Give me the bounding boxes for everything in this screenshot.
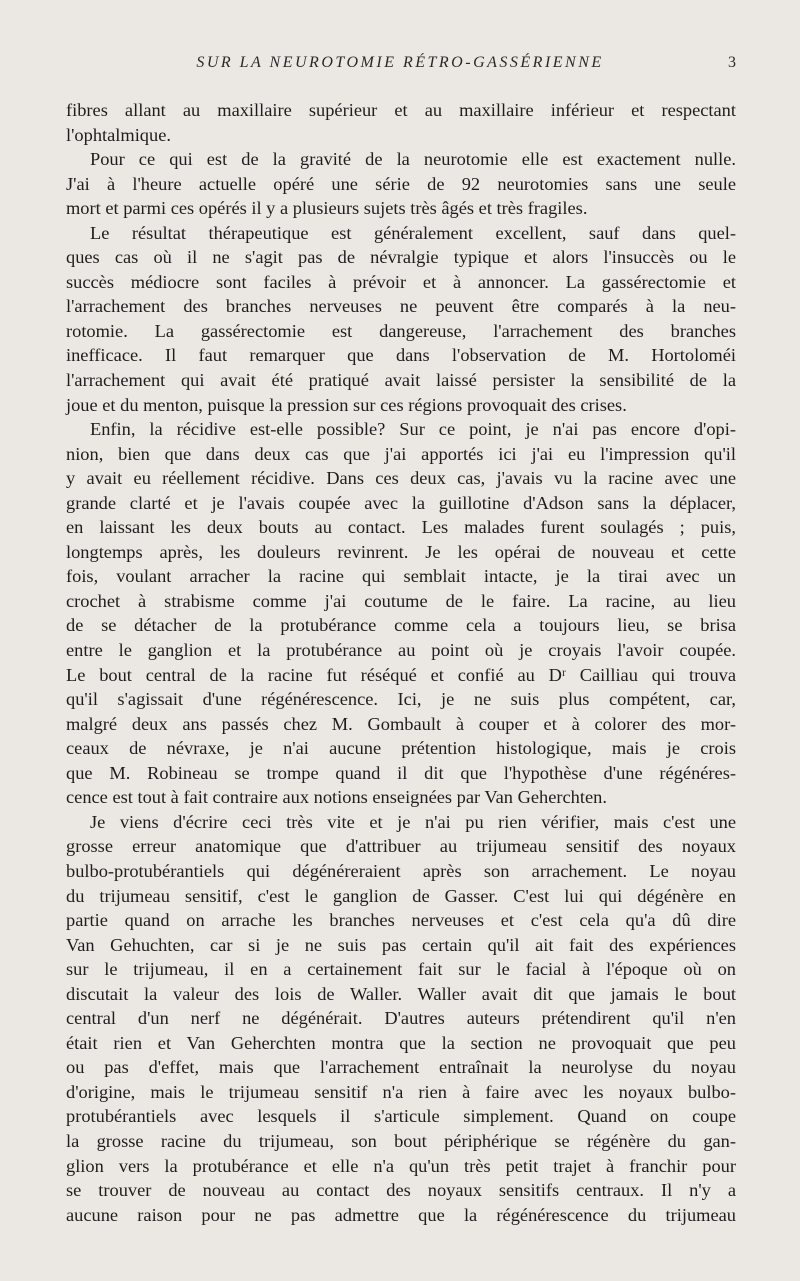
text-line: fois, voulant arracher la racine qui semblait intacte, je la tirai avec un [66,566,736,587]
text-line: glion vers la protubérance et elle n'a qu'un très petit trajet à franchir pour [66,1155,736,1176]
text-line: aucune raison pour ne pas admettre que la régénérescence du trijumeau [66,1204,736,1225]
text-line: rotomie. La gassérectomie est dangereuse, l'arrachement des branches [66,320,736,341]
text-line: en laissant les deux bouts au contact. Les malades furent soulagés ; puis, [66,517,736,538]
text-line: était rien et Van Geherchten montra que la section ne provoquait que peu [66,1032,736,1053]
paragraph [66,417,736,810]
text-line: qu'il s'agissait d'une régénérescence. Ici, je ne suis plus compétent, car, [66,689,736,710]
text-line: Pour ce qui est de la gravité de la neurotomie elle est exactement nulle. [90,149,736,170]
paragraph [66,810,736,1227]
text-line: l'ophtalmique. [66,124,171,145]
text-line: protubérantiels avec lesquels il s'articule simplement. Quand on coupe [66,1106,736,1127]
text-line: l'arrachement des branches nerveuses ne peuvent être comparés à la neu- [66,296,736,317]
text-line: de se détacher de la protubérance comme cela a toujours lieu, se brisa [66,615,736,636]
text-line: y avait eu réellement récidive. Dans ces deux cas, j'avais vu la racine avec une [66,468,736,489]
text-line: que M. Robineau se trompe quand il dit que l'hypothèse d'une régénéres- [66,762,736,783]
paragraph [66,221,736,417]
text-line: Enfin, la récidive est-elle possible? Sur ce point, je n'ai pas encore d'opi- [90,419,736,440]
text-line: du trijumeau sensitif, c'est le ganglion de Gasser. C'est lui qui dégénère en [66,885,736,906]
text-line: grosse erreur anatomique que d'attribuer au trijumeau sensitif des noyaux [66,836,736,857]
text-line: longtemps après, les douleurs revinrent. Je les opérai de nouveau et cette [66,541,736,562]
body-text [66,98,736,1227]
text-line: la grosse racine du trijumeau, son bout périphérique se régénère du gan- [66,1130,736,1151]
text-line: Le bout central de la racine fut réséqué et confié au Dʳ Cailliau qui trouva [66,664,736,685]
page-number: 3 [728,54,736,71]
text-line: cence est tout à fait contraire aux notions enseignées par Van Geherchten. [66,787,607,808]
text-line: sur le trijumeau, il en a certainement fait sur le facial à l'époque où on [66,959,736,980]
running-title: SUR LA NEUROTOMIE RÉTRO-GASSÉRIENNE [196,54,604,71]
text-line: bulbo-protubérantiels qui dégénéreraient après son arrachement. Le noyau [66,860,736,881]
paragraph [66,98,736,147]
text-line: entre le ganglion et la protubérance au point où je croyais l'avoir coupée. [66,640,736,661]
text-line: J'ai à l'heure actuelle opéré une série de 92 neurotomies sans une seule [66,173,736,194]
text-line: central d'un nerf ne dégénérait. D'autres auteurs prétendirent qu'il n'en [66,1008,736,1029]
text-line: discutait la valeur des lois de Waller. Waller avait dit que jamais le bout [66,983,736,1004]
text-line: d'origine, mais le trijumeau sensitif n'a rien à faire avec les noyaux bulbo- [66,1081,736,1102]
text-line: l'arrachement qui avait été pratiqué avait laissé persister la sensibilité de la [66,370,736,391]
text-line: Van Gehuchten, car si je ne suis pas certain qu'il ait fait des expériences [66,934,736,955]
text-line: ceaux de névraxe, je n'ai aucune prétention histologique, mais je crois [66,738,736,759]
text-line: malgré deux ans passés chez M. Gombault à couper et à colorer des mor- [66,713,736,734]
text-line: ques cas où il ne s'agit pas de névralgie typique et alors l'insuccès ou le [66,247,736,268]
text-line: fibres allant au maxillaire supérieur et au maxillaire inférieur et respectant [66,100,736,120]
text-line: joue et du menton, puisque la pression sur ces régions provoquait des crises. [66,394,627,415]
text-line: crochet à strabisme comme j'ai coutume de le faire. La racine, au lieu [66,590,736,611]
running-header [66,54,734,80]
text-line: ou pas d'effet, mais que l'arrachement entraînait la neurolyse du noyau [66,1057,736,1078]
text-line: Je viens d'écrire ceci très vite et je n'ai pu rien vérifier, mais c'est une [90,811,736,832]
paragraph [66,147,736,221]
text-line: partie quand on arrache les branches nerveuses et c'est cela qu'a dû dire [66,910,736,931]
text-line: se trouver de nouveau au contact des noyaux sensitifs centraux. Il n'y a [66,1180,736,1201]
text-line: nion, bien que dans deux cas que j'ai apportés ici j'ai eu l'impression qu'il [66,443,736,464]
text-line: succès médiocre sont faciles à prévoir et à annoncer. La gassérectomie et [66,271,736,292]
text-line: grande clarté et je l'avais coupée avec la guillotine d'Adson sans la déplacer, [66,492,736,513]
text-line: mort et parmi ces opérés il y a plusieurs sujets très âgés et très fragiles. [66,198,588,219]
text-line: inefficace. Il faut remarquer que dans l'observation de M. Hortoloméi [66,345,736,366]
text-line: Le résultat thérapeutique est généralement excellent, sauf dans quel- [90,222,736,243]
